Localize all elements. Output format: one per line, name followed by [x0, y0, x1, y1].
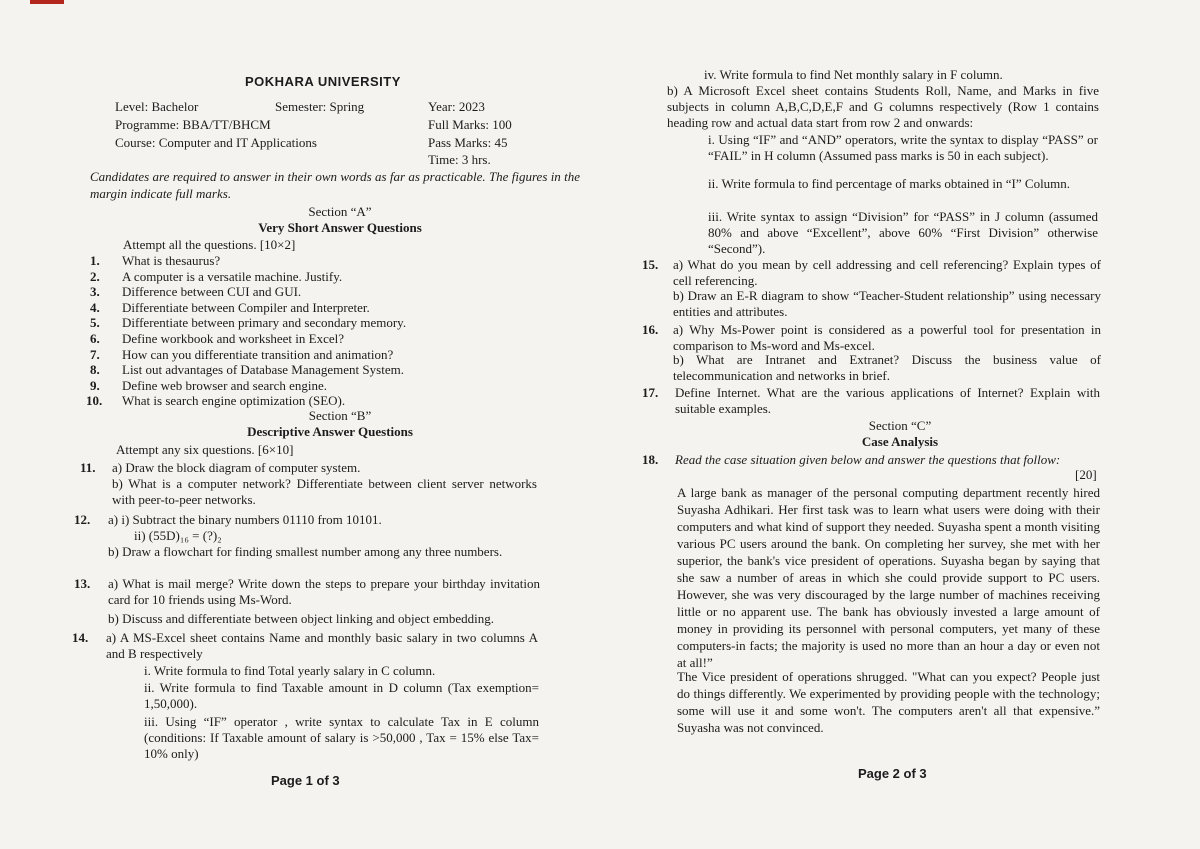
section-c-heading: Section “C” — [868, 418, 932, 433]
q15a: a) What do you mean by cell addressing and cell referencing? Explain types of cell referencing. — [673, 257, 1101, 288]
q14a-ii: ii. Write formula to find Taxable amount in D column (Tax exemption= 1,50,000). — [144, 680, 539, 711]
q15-number: 15. — [642, 257, 659, 272]
page-1 — [60, 0, 580, 849]
short-question-text: A computer is a versatile machine. Justify. — [122, 268, 343, 284]
short-question-number: 5. — [90, 315, 100, 331]
red-corner-mark — [30, 0, 64, 4]
section-c-title: Case Analysis — [861, 434, 939, 449]
q16b: b) What are Intranet and Extranet? Discuss the business value of telecommunication and networks in brief. — [673, 352, 1101, 383]
short-question-number: 3. — [90, 284, 100, 300]
q14-number: 14. — [72, 630, 89, 645]
level: Level: Bachelor — [115, 99, 199, 114]
short-question-number: 9. — [90, 377, 100, 393]
short-question-number: 7. — [90, 346, 100, 362]
q18-marks: [20] — [1075, 467, 1097, 482]
q11a: a) Draw the block diagram of computer system. — [112, 460, 361, 475]
short-question-text: Differentiate between Compiler and Interpreter. — [122, 299, 370, 315]
case-paragraph-2: The Vice president of operations shrugged. "What can you expect? People just do things differently. We experimented by providing people with the technology; some will use it and some won't. The computers aren't all that expensive.” Suyasha was not convinced. — [677, 669, 1100, 735]
q14b-ii: ii. Write formula to find percentage of marks obtained in “I” Column. — [708, 176, 1071, 191]
q11-number: 11. — [80, 460, 96, 475]
q17: Define Internet. What are the various applications of Internet? Explain with suitable examples. — [675, 385, 1100, 416]
q14a: a) A MS-Excel sheet contains Name and monthly basic salary in two columns A and B respectively — [106, 630, 538, 661]
university-title: POKHARA UNIVERSITY — [245, 74, 401, 89]
short-question-text: How can you differentiate transition and animation? — [122, 346, 394, 362]
short-question-text: What is search engine optimization (SEO). — [122, 393, 346, 409]
section-a-heading: Section “A” — [308, 204, 372, 219]
q14b-iii: iii. Write syntax to assign “Division” for “PASS” in J column (assumed 80% and above “Excellent”, above 60% “First Division” otherwise “Second”). — [708, 209, 1098, 256]
section-b-heading: Section “B” — [308, 408, 372, 423]
q12-number: 12. — [74, 512, 91, 527]
q14b: b) A Microsoft Excel sheet contains Students Roll, Name, and Marks in five subjects in column A,B,C,D,E,F and G columns respectively (Row 1 contains heading row and actual data start from row 2 and onwards: — [667, 83, 1099, 130]
short-question-text: Define web browser and search engine. — [122, 377, 328, 393]
q18: Read the case situation given below and answer the questions that follow: — [675, 452, 1061, 467]
section-b-title: Descriptive Answer Questions — [247, 424, 413, 439]
short-question-text: List out advantages of Database Management System. — [122, 362, 404, 378]
short-question-number: 1. — [90, 253, 100, 268]
q16-number: 16. — [642, 322, 659, 337]
short-question-number: 6. — [90, 331, 100, 346]
q12a-ii: ii) (55D)₁₆ = (?)₂ — [134, 528, 222, 543]
short-question-number: 2. — [90, 268, 100, 284]
short-question-text: Define workbook and worksheet in Excel? — [122, 331, 345, 346]
q14a-iii: iii. Using “IF” operator , write syntax to calculate Tax in E column (conditions: If Taxable amount of salary is >50,000 , Tax = 15% else Tax= 10% only) — [144, 714, 539, 761]
section-a-instruction: Attempt all the questions. [10×2] — [123, 237, 296, 252]
pass-marks: Pass Marks: 45 — [428, 135, 508, 150]
short-question-text: What is thesaurus? — [122, 253, 221, 268]
year: Year: 2023 — [428, 99, 485, 114]
short-question-number: 8. — [90, 362, 100, 378]
q14a-i: i. Write formula to find Total yearly salary in C column. — [144, 663, 436, 678]
short-question-number: 10. — [86, 393, 103, 409]
page-number-1: Page 1 of 3 — [271, 773, 340, 788]
q17-number: 17. — [642, 385, 659, 400]
q16a: a) Why Ms-Power point is considered as a powerful tool for presentation in comparison to Ms-word and Ms-excel. — [673, 322, 1101, 353]
section-b-instruction: Attempt any six questions. [6×10] — [116, 442, 294, 457]
time: Time: 3 hrs. — [428, 152, 491, 167]
page-2 — [620, 0, 1120, 849]
semester: Semester: Spring — [275, 99, 365, 114]
short-question-text: Differentiate between primary and secondary memory. — [122, 315, 407, 331]
q11b: b) What is a computer network? Differentiate between client server networks with peer-to-peer networks. — [112, 476, 537, 507]
q13b: b) Discuss and differentiate between object linking and object embedding. — [108, 611, 495, 626]
q15b: b) Draw an E-R diagram to show “Teacher-Student relationship” using necessary entities and attributes. — [673, 288, 1101, 319]
q13-number: 13. — [74, 576, 91, 591]
section-a-title: Very Short Answer Questions — [258, 220, 422, 235]
full-marks: Full Marks: 100 — [428, 117, 512, 132]
q14b-i: i. Using “IF” and “AND” operators, write the syntax to display “PASS” or “FAIL” in H column (Assumed pass marks is 50 in each subject). — [708, 132, 1098, 163]
course: Course: Computer and IT Applications — [115, 135, 317, 150]
case-paragraph-1: A large bank as manager of the personal computing department recently hired Suyasha Adhikari. Her first task was to learn what users were doing with their computers and what kind of support they needed. Suyasha spent a month visiting various PC users around the bank. On completing her survey, she met with her superior, the bank's vice president of operations. Suyasha began by saying that she saw a number of areas in which she could provide support to PC users. However, she was very discouraged by the large number of machines receiving little or no apparent use. The bank has obviously invested a large amount of money in providing its personnel with personal computers, yet many of these computers-in facts; the majority is used no more than an hour a day or even not at all!” — [677, 485, 1100, 670]
q12a: a) i) Subtract the binary numbers 01110 from 10101. — [108, 512, 382, 527]
q12b: b) Draw a flowchart for finding smallest number among any three numbers. — [108, 544, 503, 559]
q13a: a) What is mail merge? Write down the steps to prepare your birthday invitation card for 10 friends using Ms-Word. — [108, 576, 540, 607]
short-question-number: 4. — [90, 299, 100, 315]
q14a-iv: iv. Write formula to find Net monthly salary in F column. — [704, 67, 1003, 82]
q18-number: 18. — [642, 452, 659, 467]
instructions: Candidates are required to answer in their own words as far as practicable. The figures in the margin indicate full marks. — [90, 169, 580, 201]
short-question-text: Difference between CUI and GUI. — [122, 284, 302, 300]
page-number-2: Page 2 of 3 — [858, 766, 927, 781]
programme: Programme: BBA/TT/BHCM — [115, 117, 271, 132]
